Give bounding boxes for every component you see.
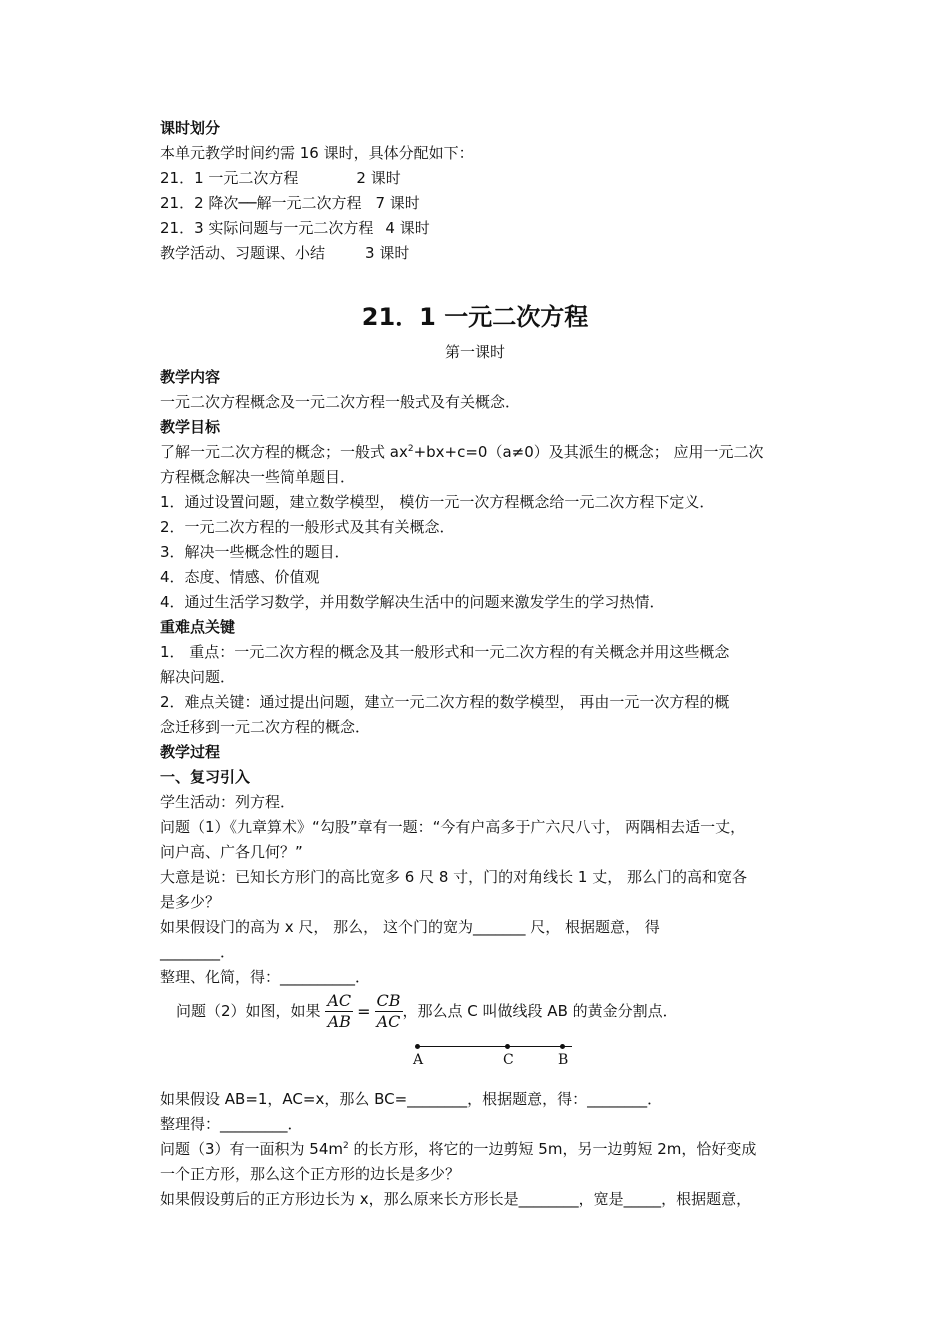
content-text: 一元二次方程概念及一元二次方程一般式及有关概念． — [160, 393, 521, 411]
goals-text: 了解一元二次方程的概念；一般式 ax — [160, 443, 408, 461]
schedule-item: 21．2 降次──解一元二次方程 — [160, 194, 362, 212]
process-line: 学生活动：列方程． — [160, 793, 296, 811]
schedule-item: 21．3 实际问题与一元二次方程 — [160, 219, 374, 237]
process-text: 的长方形，将它的一边剪短 5m，另一边剪短 2m，恰好变成 — [348, 1140, 757, 1158]
schedule-hours: 7 课时 — [375, 194, 420, 212]
keypoints-heading: 重难点关键 — [160, 618, 236, 636]
fraction-numerator: AC — [327, 991, 352, 1010]
content-heading: 教学内容 — [160, 368, 221, 386]
keypoint-line: 念迁移到一元二次方程的概念． — [160, 718, 371, 736]
goals-text: +bx+c=0（a≠0）及其派生的概念； 应用一元二次 — [413, 443, 764, 461]
process-line: 如果假设 AB=1，AC=x，那么 BC=________，根据题意，得：________． — [160, 1090, 663, 1108]
schedule-row — [160, 168, 401, 188]
section-subtitle: 第一课时 — [444, 343, 505, 361]
process-line: 是多少？ — [160, 893, 221, 911]
label-a: A — [413, 1052, 424, 1068]
process-line: 如果假设门的高为 x 尺， 那么， 这个门的宽为_______ 尺， 根据题意， 得 — [160, 918, 660, 936]
schedule-row — [160, 193, 420, 213]
process-line: 一个正方形，那么这个正方形的边长是多少？ — [160, 1165, 461, 1183]
process-line: 问户高、广各几何？” — [160, 843, 303, 861]
goals-line: 方程概念解决一些简单题目． — [160, 468, 356, 486]
schedule-row — [160, 218, 430, 238]
goal-item: 3．解决一些概念性的题目． — [160, 543, 350, 561]
schedule-item: 21．1 一元二次方程 — [160, 169, 299, 187]
process-line — [160, 1139, 756, 1159]
exponent: 2 — [343, 1141, 349, 1151]
keypoint-line: 解决问题． — [160, 668, 236, 686]
process-text: 问题（3）有一面积为 54m — [160, 1140, 344, 1158]
goal-item: 2．一元二次方程的一般形式及其有关概念． — [160, 518, 455, 536]
section-title: 21．1 一元二次方程 — [361, 303, 589, 331]
point-b — [560, 1044, 565, 1049]
process-subheading: 一、复习引入 — [160, 768, 251, 786]
keypoint-line: 2．难点关键：通过提出问题，建立一元二次方程的数学模型， 再由一元一次方程的概 — [160, 693, 730, 711]
process-line: 整理得：_________． — [160, 1115, 303, 1133]
point-a — [415, 1044, 420, 1049]
goals-heading: 教学目标 — [160, 418, 221, 436]
schedule-row — [160, 243, 409, 263]
exponent: 2 — [407, 444, 414, 454]
point-c — [505, 1044, 510, 1049]
goals-line — [160, 442, 764, 462]
fraction-cb-ac — [375, 991, 403, 1032]
schedule-hours: 2 课时 — [356, 169, 401, 187]
equals-sign: = — [357, 1001, 371, 1021]
golden-ratio-line — [176, 990, 678, 1033]
schedule-intro: 本单元教学时间约需 16 课时，具体分配如下： — [160, 144, 474, 162]
process-line: 如果假设剪后的正方形边长为 x，那么原来长方形长是________，宽是_____，根据题意， — [160, 1190, 752, 1208]
goal-item: 1．通过设置问题，建立数学模型， 模仿一元一次方程概念给一元二次方程下定义． — [160, 493, 715, 511]
fraction-numerator: CB — [376, 991, 401, 1010]
process-text: ，那么点 C 叫做线段 AB 的黄金分割点． — [402, 1002, 678, 1020]
process-line: 整理、化简，得：__________． — [160, 968, 371, 986]
fraction-denominator: AC — [376, 1012, 401, 1031]
process-line: 问题（1）《九章算术》“勾股”章有一题：“今有户高多于广六尺八寸， 两隅相去适一丈， — [160, 818, 746, 836]
label-b: B — [558, 1052, 569, 1068]
schedule-item: 教学活动、习题课、小结 — [160, 244, 326, 262]
process-text: 问题（2）如图，如果 — [176, 1002, 321, 1020]
schedule-heading: 课时划分 — [160, 119, 221, 137]
goal-item: 4．通过生活学习数学，并用数学解决生活中的问题来激发学生的学习热情． — [160, 593, 665, 611]
segment-ab — [417, 1046, 572, 1047]
process-line: ________． — [160, 943, 236, 961]
fraction-ac-ab — [325, 991, 353, 1032]
process-heading: 教学过程 — [160, 743, 221, 761]
keypoint-line: 1． 重点：一元二次方程的概念及其一般形式和一元二次方程的有关概念并用这些概念 — [160, 643, 730, 661]
schedule-hours: 3 课时 — [365, 244, 410, 262]
segment-diagram — [410, 1040, 580, 1072]
process-line: 大意是说：已知长方形门的高比宽多 6 尺 8 寸，门的对角线长 1 丈， 那么门的高和宽各 — [160, 868, 748, 886]
label-c: C — [503, 1052, 514, 1068]
fraction-denominator: AB — [327, 1012, 351, 1031]
goal-item: 4．态度、情感、价值观 — [160, 568, 320, 586]
schedule-hours: 4 课时 — [385, 219, 430, 237]
